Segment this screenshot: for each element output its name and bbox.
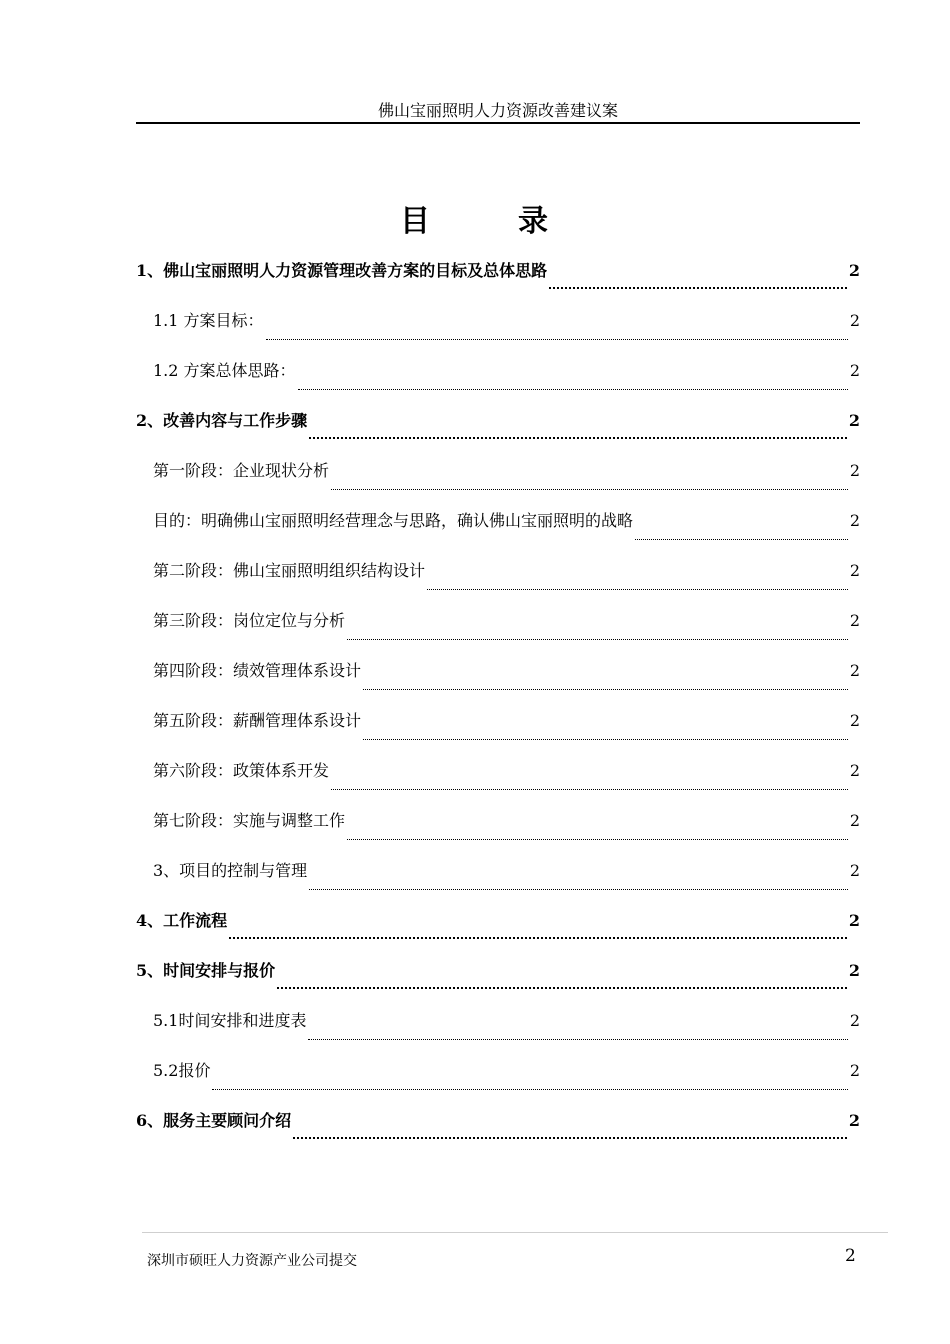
toc-entry-stage-2[interactable] xyxy=(136,558,860,608)
toc-entry-page: 2 xyxy=(848,261,860,280)
toc-entry-stage-7[interactable] xyxy=(136,808,860,858)
toc-entry-label: 5、时间安排与报价 xyxy=(136,961,276,980)
toc-entry-stage-4[interactable] xyxy=(136,658,860,708)
toc-entry-label: 第四阶段：绩效管理体系设计 xyxy=(153,661,362,680)
toc-entry-page: 2 xyxy=(849,611,860,630)
toc-entry-label: 3、项目的控制与管理 xyxy=(153,861,308,880)
toc-entry-label: 1.2 方案总体思路： xyxy=(153,361,296,380)
toc-entry-label: 1、佛山宝丽照明人力资源管理改善方案的目标及总体思路 xyxy=(136,261,548,280)
toc-entry-label: 6、服务主要顾问介绍 xyxy=(136,1111,292,1130)
toc-title-left: 目 xyxy=(400,204,432,239)
footer-divider xyxy=(142,1232,888,1233)
toc-title xyxy=(0,196,950,240)
toc-entry-label: 目的：明确佛山宝丽照明经营理念与思路，确认佛山宝丽照明的战略 xyxy=(153,511,634,530)
toc-entry-page: 2 xyxy=(849,311,860,330)
toc-entry-3[interactable] xyxy=(136,858,860,908)
toc-entry-page: 2 xyxy=(849,461,860,480)
page-header xyxy=(136,100,860,124)
toc-entry-label: 第七阶段：实施与调整工作 xyxy=(153,811,346,830)
toc-title-right: 录 xyxy=(518,204,550,239)
toc-entry-label: 第五阶段：薪酬管理体系设计 xyxy=(153,711,362,730)
toc-entry-label: 4、工作流程 xyxy=(136,911,228,930)
toc-entry-page: 2 xyxy=(849,511,860,530)
toc-entry-page: 2 xyxy=(848,411,860,430)
toc-entry-page: 2 xyxy=(848,1111,860,1130)
toc-entry-6[interactable] xyxy=(136,1108,860,1158)
toc-entry-label: 2、改善内容与工作步骤 xyxy=(136,411,308,430)
toc-entry-label: 第六阶段：政策体系开发 xyxy=(153,761,330,780)
toc-entry-label: 第三阶段：岗位定位与分析 xyxy=(153,611,346,630)
toc-entry-page: 2 xyxy=(849,661,860,680)
toc-entry-page: 2 xyxy=(849,561,860,580)
toc-entry-stage-3[interactable] xyxy=(136,608,860,658)
toc-entry-label: 第一阶段：企业现状分析 xyxy=(153,461,330,480)
toc-entry-2[interactable] xyxy=(136,408,860,458)
toc-entry-1-1[interactable] xyxy=(136,308,860,358)
toc-entry-page: 2 xyxy=(848,911,860,930)
toc-entry-purpose[interactable] xyxy=(136,508,860,558)
toc-entry-page: 2 xyxy=(849,811,860,830)
header-title: 佛山宝丽照明人力资源改善建议案 xyxy=(377,101,618,120)
toc-entry-stage-5[interactable] xyxy=(136,708,860,758)
toc-entry-stage-6[interactable] xyxy=(136,758,860,808)
toc-entry-page: 2 xyxy=(849,1011,860,1030)
toc-entry-page: 2 xyxy=(849,711,860,730)
toc-entry-1[interactable] xyxy=(136,258,860,308)
toc-entry-page: 2 xyxy=(849,861,860,880)
toc-entry-label: 5.1时间安排和进度表 xyxy=(153,1011,307,1030)
toc-entry-stage-1[interactable] xyxy=(136,458,860,508)
toc-entry-page: 2 xyxy=(849,1061,860,1080)
toc-entry-5-1[interactable] xyxy=(136,1008,860,1058)
toc-entry-page: 2 xyxy=(849,361,860,380)
footer-page-number: 2 xyxy=(845,1246,856,1266)
toc-entry-label: 5.2报价 xyxy=(153,1061,211,1080)
toc-entry-1-2[interactable] xyxy=(136,358,860,408)
footer-company: 深圳市硕旺人力资源产业公司提交 xyxy=(147,1253,357,1269)
toc-entry-label: 第二阶段：佛山宝丽照明组织结构设计 xyxy=(153,561,426,580)
toc-entry-4[interactable] xyxy=(136,908,860,958)
toc-entry-page: 2 xyxy=(848,961,860,980)
toc-entry-5-2[interactable] xyxy=(136,1058,860,1108)
table-of-contents xyxy=(136,258,860,1158)
toc-entry-label: 1.1 方案目标： xyxy=(153,311,264,330)
toc-entry-5[interactable] xyxy=(136,958,860,1008)
toc-entry-page: 2 xyxy=(849,761,860,780)
